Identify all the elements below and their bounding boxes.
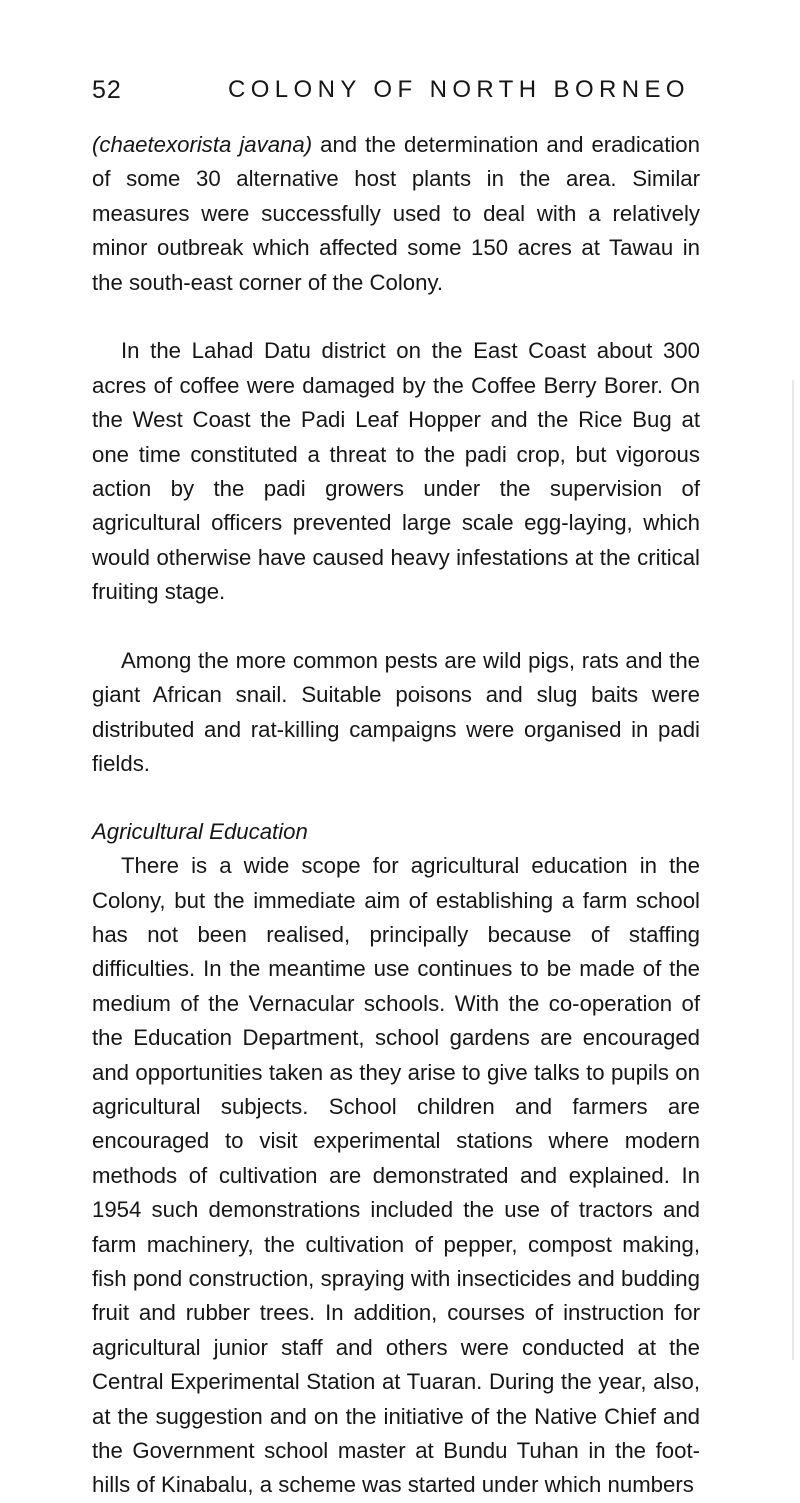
paragraph-pest-control bbox=[92, 128, 700, 300]
paragraph-lahad-datu: In the Lahad Datu district on the East Coast about 300 acres of coffee were damaged by the Coffee Berry Borer. On the West Coast the Padi Leaf Hopper and the Rice Bug at one time constituted a threat to the padi crop, but vigorous action by the padi growers under the supervision of agricultural officers prevented large scale egg-laying, which would otherwise have caused heavy infestations at the critical fruiting stage. bbox=[92, 338, 700, 605]
page-header bbox=[92, 76, 712, 116]
section-heading: Agricultural Education bbox=[92, 818, 308, 844]
paragraph-text: and the determination and eradication of some 30 alternative host plants in the area. Similar measures were successfully used to deal with a relatively minor outbreak which affected some 150 acres at Tawau in the south-east corner of the Colony. bbox=[92, 132, 700, 295]
paragraph-agricultural-education: There is a wide scope for agricultural education in the Colony, but the immediate aim of establishing a farm school has not been realised, principally because of staffing difficulties. In the meantime use continues to be made of the medium of the Vernacular schools. With the co-operation of the Education Department, school gardens are encouraged and opportunities taken as they arise to give talks to pupils on agricultural subjects. School children and farmers are encouraged to visit experimental stations where modern methods of cultivation are demonstrated and explained. In 1954 such demonstrations included the use of tractors and farm machinery, the cultivation of pepper, compost making, fish pond construction, spraying with insecticides and budding fruit and rubber trees. In addition, courses of instruction for agricultural junior staff and others were conducted at the Central Experimental Station at Tuaran. During the year, also, at the suggestion and on the initiative of the Native Chief and the Government school master at Bundu Tuhan in the foothills of Kinabalu, a scheme was started under which numbers bbox=[92, 853, 700, 1498]
running-head: COLONY OF NORTH BORNEO bbox=[228, 76, 690, 103]
scan-edge-shadow bbox=[792, 380, 794, 1360]
body-text bbox=[92, 128, 700, 1503]
species-name: (chaetexorista javana) bbox=[92, 132, 313, 157]
paragraph-common-pests: Among the more common pests are wild pigs, rats and the giant African snail. Suitable poisons and slug baits were distributed and rat-killing campaigns were organised in padi fields. bbox=[92, 648, 700, 777]
page-number: 52 bbox=[92, 76, 122, 104]
